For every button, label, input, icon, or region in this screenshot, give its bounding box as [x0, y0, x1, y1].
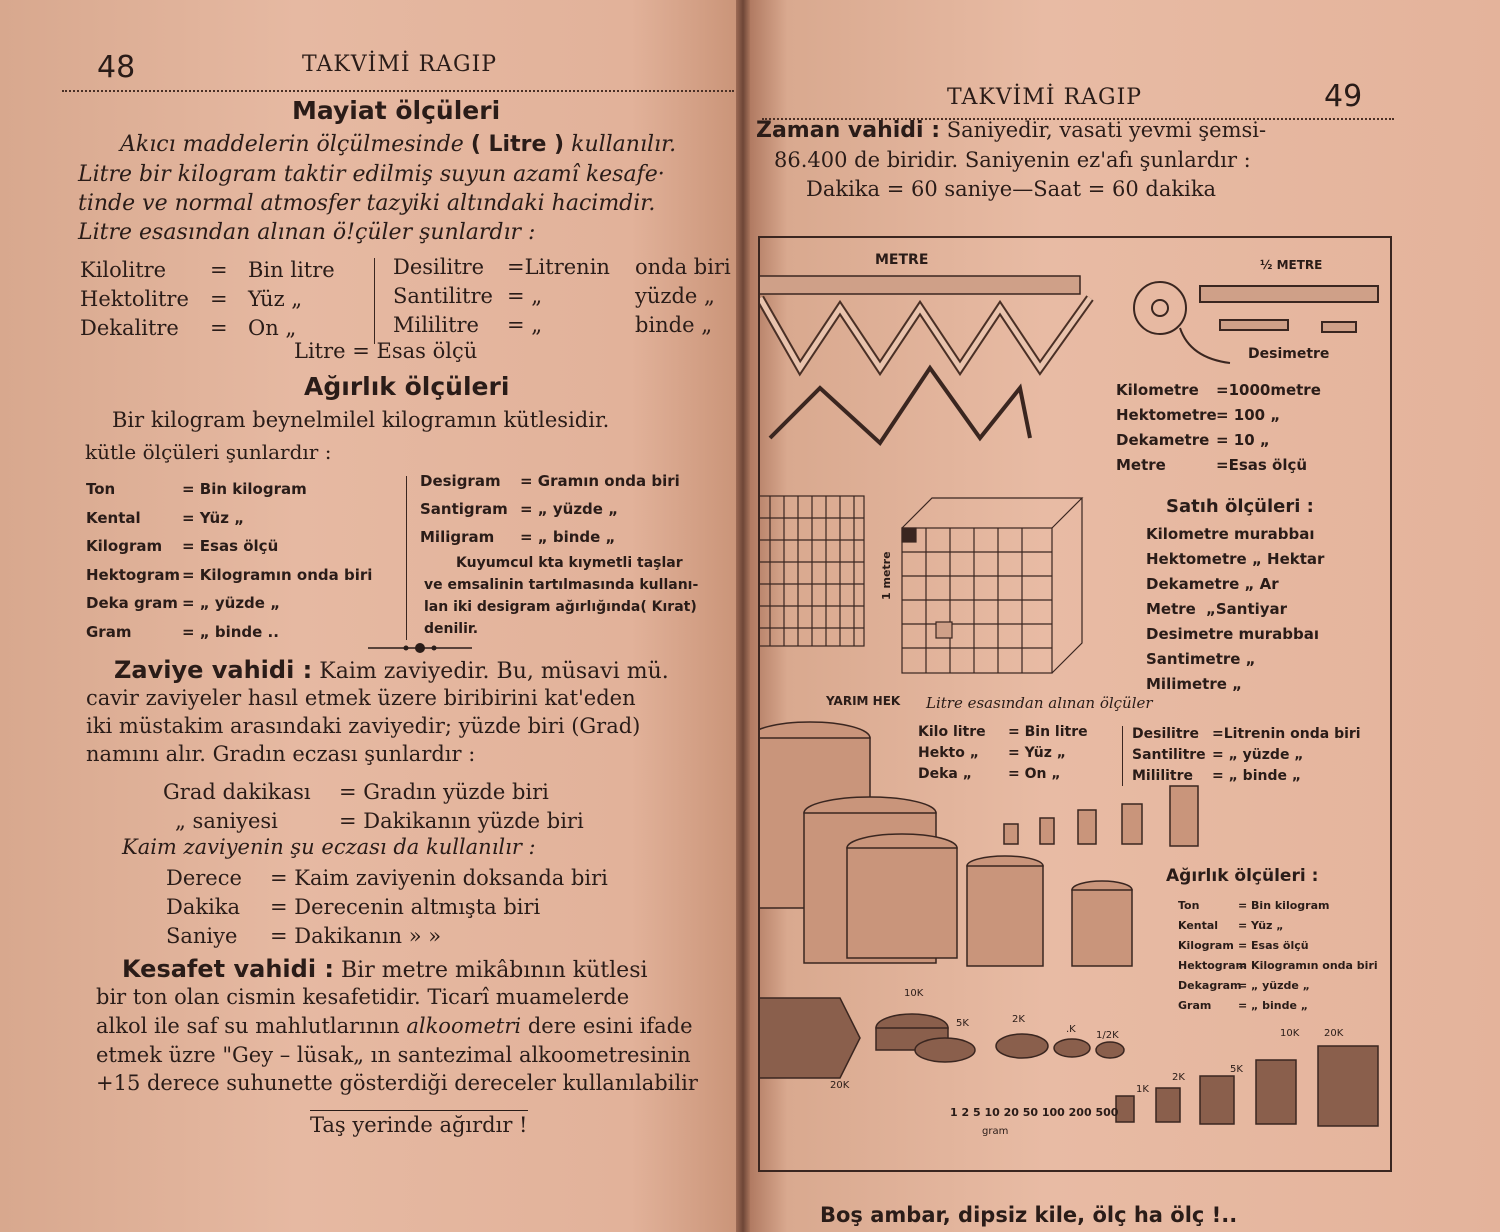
- litre-caption: Litre esasından alınan ölçüler: [926, 694, 1153, 712]
- area-table: [1146, 522, 1324, 697]
- metre-label: METRE: [875, 252, 929, 268]
- weight-label: 2K: [1172, 1072, 1185, 1083]
- plate-volume-divider: [1122, 726, 1123, 786]
- weight-left-table: [86, 475, 372, 646]
- angle-line-1: Zaviye vahidi : Kaim zaviyedir. Bu, müsavi mü.: [114, 656, 669, 684]
- weight-intro-2: kütle ölçüleri şunlardır :: [85, 440, 332, 464]
- weight-row: Miligram = „ binde „: [420, 528, 616, 546]
- plate-volume-row: Hekto „ = Yüz „: [918, 745, 1066, 761]
- volume-intro-5: Litre esasından alınan ö!çüler şunlardır :: [78, 220, 536, 245]
- weight-row: Kental = Yüz „: [86, 508, 245, 527]
- book-gutter: [736, 0, 750, 1232]
- cube-label: 1 metre: [880, 551, 893, 600]
- kaim-intro: Kaim zaviyenin şu eczası da kullanılır :: [122, 835, 536, 859]
- plate-volume-row: Kilo litre = Bin litre: [918, 724, 1088, 740]
- weight-label: .K: [1066, 1024, 1076, 1035]
- weight-label: 1K: [1136, 1084, 1149, 1095]
- left-page: [0, 0, 742, 1232]
- weight-row: Hektogram = Kilogramın onda biri: [86, 565, 373, 584]
- kaim-row: Derece = Kaim zaviyenin doksanda biri: [166, 866, 608, 890]
- length-row: Kilometre =1000metre: [1116, 381, 1321, 399]
- weight-label: 20K: [1324, 1028, 1344, 1039]
- plate-volume-row: Santilitre = „ yüzde „: [1132, 747, 1304, 763]
- density-line-4: etmek üzre "Gey – lüsak„ ın santezimal alkoometresinin: [96, 1043, 691, 1067]
- volume-row: Santilitre = „ yüzde „: [393, 284, 715, 308]
- cubic-metre-icon: [902, 498, 1082, 673]
- weight-row: Santigram = „ yüzde „: [420, 500, 619, 518]
- time-line-1: Zaman vahidi : Saniyedir, vasati yevmi şemsi-: [756, 118, 1267, 143]
- weight-row: Gram = „ binde ..: [86, 622, 279, 641]
- area-row: Metre „Santiyar: [1146, 600, 1288, 618]
- density-line-5: +15 derece suhunette gösterdiği dereceler kullanılabilir: [96, 1071, 698, 1095]
- gram-caption: gram: [982, 1126, 1009, 1137]
- plate-volume-row: Mililitre = „ binde „: [1132, 768, 1302, 784]
- area-row: Milimetre „: [1146, 675, 1242, 693]
- area-row: Santimetre „: [1146, 650, 1256, 668]
- plate-weight-row: Gram = „ binde „: [1178, 999, 1308, 1012]
- plate-volume-right: [1132, 724, 1361, 787]
- volume-table-divider: [374, 258, 375, 344]
- volume-row: Desilitre =Litrenin onda biri: [393, 255, 731, 279]
- length-table: [1116, 378, 1321, 478]
- weight-label: 5K: [956, 1018, 969, 1029]
- volume-intro-4: tinde ve normal atmosfer tazyiki altındaki hacimdir.: [78, 191, 656, 216]
- area-row: Desimetre murabbaı: [1146, 625, 1320, 643]
- plate-volume-row: Deka „ = On „: [918, 766, 1061, 782]
- volume-left-table: [80, 256, 335, 343]
- volume-base: Litre = Esas ölçü: [294, 339, 478, 363]
- plate-weight-row: Kilogram = Esas ölçü: [1178, 939, 1309, 952]
- plate-weight-row: Kental = Yüz „: [1178, 919, 1284, 932]
- plate-volume-row: Desilitre =Litrenin onda biri: [1132, 726, 1361, 742]
- volume-row: Hektolitre = Yüz „: [80, 287, 303, 311]
- volume-title: Mayiat ölçüleri: [292, 96, 501, 125]
- right-page-number: 49: [1324, 79, 1363, 114]
- density-line-3: alkol ile saf su mahlutlarının alkoometri dere esini ifade: [96, 1014, 693, 1038]
- weight-row: Ton = Bin kilogram: [86, 480, 307, 498]
- grad-table: [163, 778, 584, 836]
- left-running-head: TAKVİMİ RAGIP: [302, 52, 498, 77]
- gram-weights-row: 1 2 5 10 20 50 100 200 500: [950, 1106, 1119, 1119]
- length-row: Hektometre= 100 „: [1116, 406, 1281, 424]
- volume-row: Mililitre = „ binde „: [393, 313, 713, 337]
- density-line-2: bir ton olan cismin kesafetidir. Ticarî muamelerde: [96, 985, 630, 1009]
- length-row: Dekametre = 10 „: [1116, 431, 1270, 449]
- kaim-table: [166, 864, 608, 951]
- plate-weight-row: Ton = Bin kilogram: [1178, 899, 1330, 912]
- area-row: Dekametre „ Ar: [1146, 575, 1279, 593]
- plate-weight-table: [1178, 896, 1378, 1016]
- weight-table-divider: [406, 476, 407, 640]
- weight-intro-1: Bir kilogram beynelmilel kilogramın kütlesidir.: [112, 408, 610, 432]
- time-line-3: Dakika = 60 saniye—Saat = 60 dakika: [806, 177, 1217, 201]
- left-head-rule: [62, 90, 734, 92]
- left-proverb: Taş yerinde ağırdır !: [310, 1110, 528, 1137]
- kaim-row: Saniye = Dakikanın » »: [166, 924, 442, 948]
- measures-plate: [758, 236, 1392, 1172]
- weight-label: 2K: [1012, 1014, 1025, 1025]
- kirat-note: Kuyumcul kta kıymetli taşlar ve emsalinin tartılmasında kullanı- lan iki desigram ağırlığında( Kırat) denilir.: [424, 555, 699, 637]
- weight-row: Desigram = Gramın onda biri: [420, 472, 680, 490]
- volume-intro-1: Akıcı maddelerin ölçülmesinde ( Litre ) kullanılır.: [120, 132, 677, 157]
- plate-weight-row: Hektogram= Kilogramın onda biri: [1178, 959, 1378, 972]
- weight-label: 10K: [1280, 1028, 1300, 1039]
- weight-row: Kilogram = Esas ölçü: [86, 537, 279, 555]
- weight-right-table: [420, 467, 680, 551]
- weight-label: 1/2K: [1096, 1030, 1119, 1041]
- time-line-2: 86.400 de biridir. Saniyenin ez'afı şunlardır :: [774, 148, 1251, 172]
- weight-label: 10K: [904, 988, 924, 999]
- area-row: Hektometre „ Hektar: [1146, 550, 1325, 568]
- weight-label: 5K: [1230, 1064, 1243, 1075]
- plate-volume-left: [918, 722, 1088, 785]
- angle-line-3: iki müstakim arasındaki zaviyedir; yüzde biri (Grad): [86, 714, 641, 738]
- square-grid-icon: [760, 496, 864, 646]
- right-proverb: Boş ambar, dipsiz kile, ölç ha ölç !..: [820, 1203, 1238, 1227]
- metre-rule-icon: [760, 276, 1090, 443]
- density-line-1: Kesafet vahidi : Bir metre mikâbının kütlesi: [122, 955, 648, 983]
- desimetre-label: Desimetre: [1248, 346, 1330, 362]
- area-title: Satıh ölçüleri :: [1166, 496, 1314, 517]
- angle-line-4: namını alır. Gradın eczası şunlardır :: [86, 742, 476, 766]
- grad-row: Grad dakikası = Gradın yüzde biri: [163, 780, 549, 804]
- kaim-row: Dakika = Derecenin altmışta biri: [166, 895, 541, 919]
- plate-weight-title: Ağırlık ölçüleri :: [1166, 866, 1319, 886]
- area-row: Kilometre murabbaı: [1146, 525, 1315, 543]
- length-row: Metre =Esas ölçü: [1116, 456, 1308, 474]
- weight-row: Deka gram = „ yüzde „: [86, 594, 281, 612]
- half-metre-label: ½ METRE: [1260, 258, 1323, 272]
- plate-weight-row: Dekagram= „ yüzde „: [1178, 979, 1310, 992]
- volume-right-table: [393, 253, 731, 340]
- left-page-number: 48: [97, 50, 136, 85]
- angle-line-2: cavir zaviyeler hasıl etmek üzere biribirini kat'eden: [86, 686, 636, 710]
- weight-title: Ağırlık ölçüleri: [304, 372, 510, 401]
- ornament-divider: [360, 640, 480, 656]
- right-running-head: TAKVİMİ RAGIP: [947, 85, 1143, 110]
- grad-row: „ saniyesi = Dakikanın yüzde biri: [175, 809, 584, 833]
- volume-row: Kilolitre = Bin litre: [80, 258, 335, 282]
- half-hecto-label: YARIM HEK: [826, 694, 901, 708]
- weight-label: 20K: [830, 1080, 850, 1091]
- volume-row: Dekalitre = On „: [80, 316, 297, 340]
- volume-intro-3: Litre bir kilogram taktir edilmiş suyun azamî kesafe·: [78, 162, 665, 187]
